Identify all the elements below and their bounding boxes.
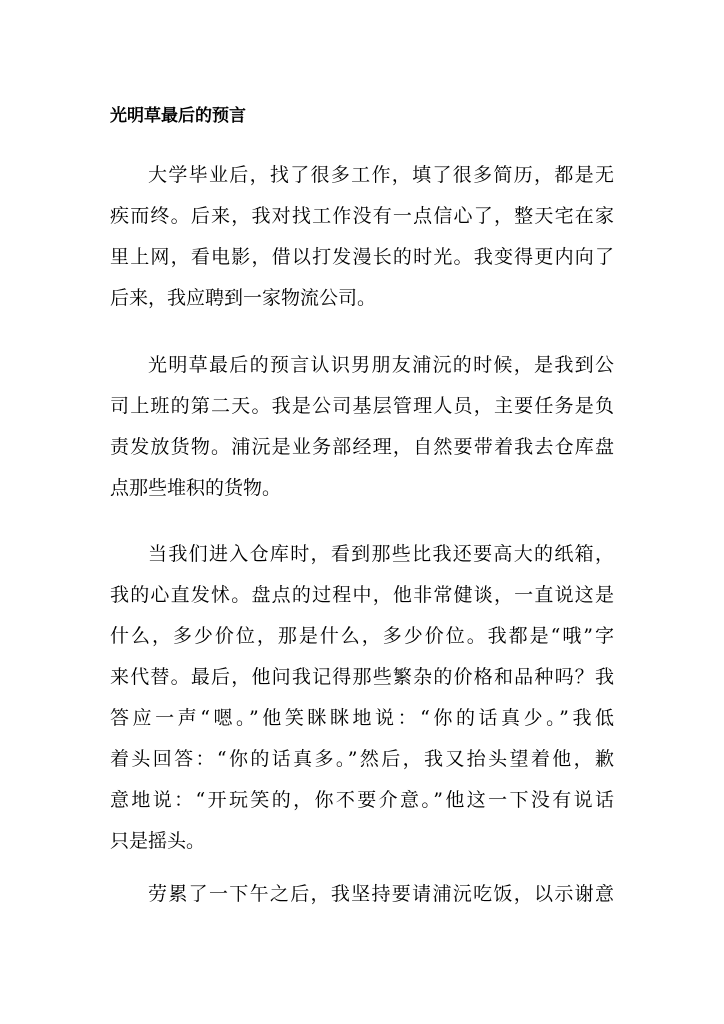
paragraph-4 [110, 874, 614, 915]
paragraph-line: 司上班的第二天。我是公司基层管理人员，主要任务是负 [110, 395, 614, 417]
paragraph-3 [110, 534, 614, 862]
paragraph-1 [110, 155, 614, 319]
paragraph-line: 点那些堆积的货物。 [110, 477, 282, 499]
paragraph-line: 劳累了一下午之后，我坚持要请浦沅吃饭，以示谢意 [148, 883, 614, 905]
paragraph-line: 后来，我应聘到一家物流公司。 [110, 287, 377, 309]
paragraph-line: 大学毕业后，找了很多工作，填了很多简历，都是无 [148, 164, 614, 186]
paragraph-line: 答应一声“嗯。”他笑眯眯地说：“你的话真少。”我低 [110, 707, 614, 729]
paragraph-line: 光明草最后的预言认识男朋友浦沅的时候，是我到公 [148, 354, 614, 376]
paragraph-line: 里上网，看电影，借以打发漫长的时光。我变得更内向了 [110, 246, 614, 268]
paragraph-line: 来代替。最后，他问我记得那些繁杂的价格和品种吗？我 [110, 666, 614, 688]
paragraph-2 [110, 345, 614, 509]
paragraph-line: 意地说：“开玩笑的，你不要介意。”他这一下没有说话 [110, 789, 614, 811]
paragraph-line: 责发放货物。浦沅是业务部经理，自然要带着我去仓库盘 [110, 436, 614, 458]
paragraph-line: 什么，多少价位，那是什么，多少价位。我都是“哦”字 [110, 625, 614, 647]
document-title: 光明草最后的预言 [110, 106, 246, 126]
paragraph-line: 当我们进入仓库时，看到那些比我还要高大的纸箱， [148, 543, 614, 565]
paragraph-line: 着头回答：“你的话真多。”然后，我又抬头望着他，歉 [110, 748, 614, 770]
paragraph-line: 我的心直发怵。盘点的过程中，他非常健谈，一直说这是 [110, 584, 614, 606]
paragraph-line: 疾而终。后来，我对找工作没有一点信心了，整天宅在家 [110, 205, 614, 227]
paragraph-line: 只是摇头。 [110, 830, 206, 852]
